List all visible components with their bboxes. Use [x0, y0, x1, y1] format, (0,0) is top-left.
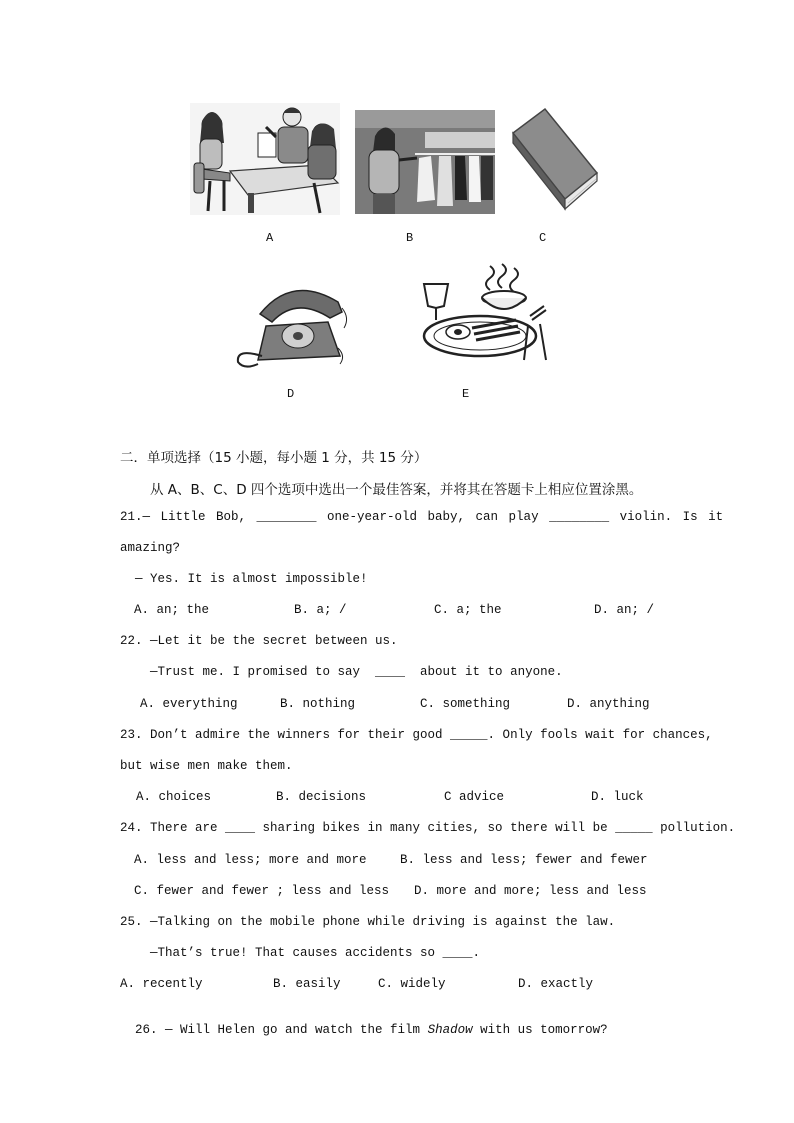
question-stem: 25. —Talking on the mobile phone while driving is against the law. [120, 915, 616, 929]
question-stem: 23. Don’t admire the winners for their good _____. Only fools wait for chances, [120, 728, 713, 742]
option-b[interactable]: B. less and less; fewer and fewer [400, 853, 648, 867]
interview-meeting-icon [190, 103, 340, 215]
option-d[interactable]: D. an; / [594, 603, 655, 617]
option-c[interactable]: C. something [420, 697, 511, 711]
label-a: A [266, 231, 274, 245]
question-stem: 26. — Will Helen go and watch the film [135, 1023, 428, 1037]
option-c[interactable]: C advice [444, 790, 505, 804]
question-stem: —Trust me. I promised to say ____ about it to anyone. [120, 665, 563, 679]
question-stem: 21.— Little Bob, ________ one-year-old baby, can play ________ violin. Is it [120, 510, 724, 524]
option-c[interactable]: C. a; the [434, 603, 502, 617]
telephone-icon [232, 278, 352, 370]
section-instruction: 从 A、B、C、D 四个选项中选出一个最佳答案，并将其在答题卡上相应位置涂黑。 [150, 482, 643, 498]
question-stem: amazing? [120, 541, 181, 555]
clothes-shopping-icon [355, 110, 495, 214]
option-a[interactable]: A. less and less; more and more [134, 853, 367, 867]
question-stem: 24. There are ____ sharing bikes in many cities, so there will be _____ pollution. [120, 821, 736, 835]
option-d[interactable]: D. anything [567, 697, 650, 711]
question-stem: 22. —Let it be the secret between us. [120, 634, 398, 648]
option-a[interactable]: A. recently [120, 977, 203, 991]
option-d[interactable]: D. more and more; less and less [414, 884, 647, 898]
picture-c [505, 103, 605, 215]
picture-e [420, 260, 560, 366]
option-b[interactable]: B. nothing [280, 697, 356, 711]
question-stem: but wise men make them. [120, 759, 293, 773]
question-stem: —That’s true! That causes accidents so ____. [120, 946, 481, 960]
option-b[interactable]: B. easily [273, 977, 341, 991]
label-e: E [462, 387, 470, 401]
option-b[interactable]: B. a; / [294, 603, 347, 617]
question-stem-end: with us tomorrow? [472, 1023, 608, 1037]
option-a[interactable]: A. choices [136, 790, 212, 804]
option-a[interactable]: A. everything [140, 697, 238, 711]
picture-a [190, 103, 340, 215]
option-c[interactable]: C. fewer and fewer ; less and less [134, 884, 390, 898]
question-26 [120, 1009, 608, 1037]
option-a[interactable]: A. an; the [134, 603, 210, 617]
label-c: C [539, 231, 547, 245]
label-d: D [287, 387, 295, 401]
option-b[interactable]: B. decisions [276, 790, 367, 804]
question-answer-line: — Yes. It is almost impossible! [120, 572, 368, 586]
film-title: Shadow [427, 1023, 473, 1037]
label-b: B [406, 231, 414, 245]
book-icon [505, 103, 605, 215]
picture-b [355, 110, 495, 214]
breakfast-icon [420, 260, 560, 366]
option-c[interactable]: C. widely [378, 977, 446, 991]
picture-d [232, 278, 352, 370]
option-d[interactable]: D. exactly [518, 977, 594, 991]
option-d[interactable]: D. luck [591, 790, 644, 804]
section-title: 二．单项选择（15 小题，每小题 1 分，共 15 分） [120, 450, 428, 466]
